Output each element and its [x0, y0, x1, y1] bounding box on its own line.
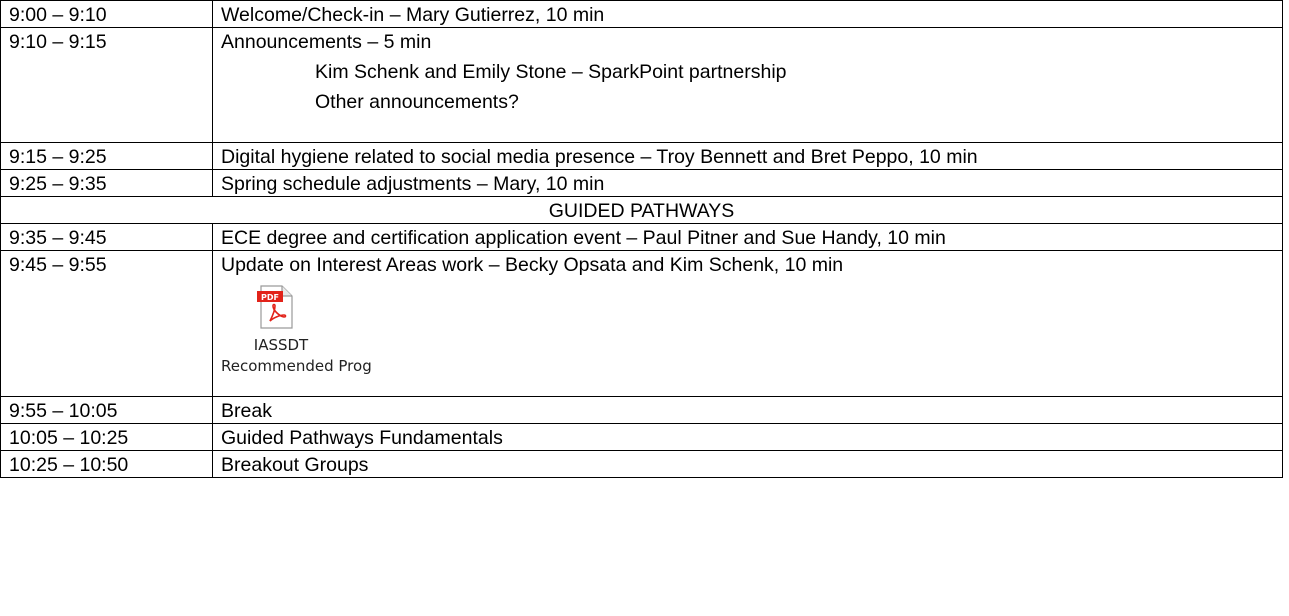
attachment-name-line2: Recommended Prog — [221, 357, 372, 375]
item-cell: ECE degree and certification application event – Paul Pitner and Sue Handy, 10 min — [213, 224, 1283, 251]
agenda-row — [1, 451, 1283, 478]
time-cell: 9:25 – 9:35 — [1, 170, 213, 197]
sub-item: Kim Schenk and Emily Stone – SparkPoint partnership — [315, 61, 787, 83]
agenda-row — [1, 28, 1283, 143]
time-cell: 9:15 – 9:25 — [1, 143, 213, 170]
item-cell: Spring schedule adjustments – Mary, 10 min — [213, 170, 1283, 197]
item-cell: Welcome/Check-in – Mary Gutierrez, 10 min — [213, 1, 1283, 28]
section-heading: GUIDED PATHWAYS — [1, 197, 1283, 224]
time-cell: 10:25 – 10:50 — [1, 451, 213, 478]
time-cell: 9:00 – 9:10 — [1, 1, 213, 28]
item-cell — [213, 28, 1283, 143]
agenda-row — [1, 1, 1283, 28]
agenda-row — [1, 170, 1283, 197]
item-title: Update on Interest Areas work – Becky Opsata and Kim Schenk, 10 min — [221, 254, 844, 276]
time-cell: 10:05 – 10:25 — [1, 424, 213, 451]
pdf-attachment[interactable] — [221, 285, 372, 377]
agenda-row — [1, 224, 1283, 251]
time-cell: 9:35 – 9:45 — [1, 224, 213, 251]
pdf-file-icon — [257, 285, 293, 329]
time-cell: 9:55 – 10:05 — [1, 397, 213, 424]
agenda-row — [1, 397, 1283, 424]
item-cell — [213, 251, 1283, 397]
item-title: Announcements – 5 min — [221, 31, 432, 53]
item-cell: Breakout Groups — [213, 451, 1283, 478]
item-cell: Guided Pathways Fundamentals — [213, 424, 1283, 451]
time-cell: 9:45 – 9:55 — [1, 251, 213, 397]
agenda-row — [1, 424, 1283, 451]
attachment-name: IASSDT — [253, 336, 309, 354]
item-cell: Break — [213, 397, 1283, 424]
section-row — [1, 197, 1283, 224]
agenda-row — [1, 143, 1283, 170]
time-cell: 9:10 – 9:15 — [1, 28, 213, 143]
pdf-badge-text: PDF — [261, 293, 279, 302]
item-cell: Digital hygiene related to social media presence – Troy Bennett and Bret Peppo, 10 min — [213, 143, 1283, 170]
sub-item: Other announcements? — [315, 91, 519, 113]
agenda-row — [1, 251, 1283, 397]
